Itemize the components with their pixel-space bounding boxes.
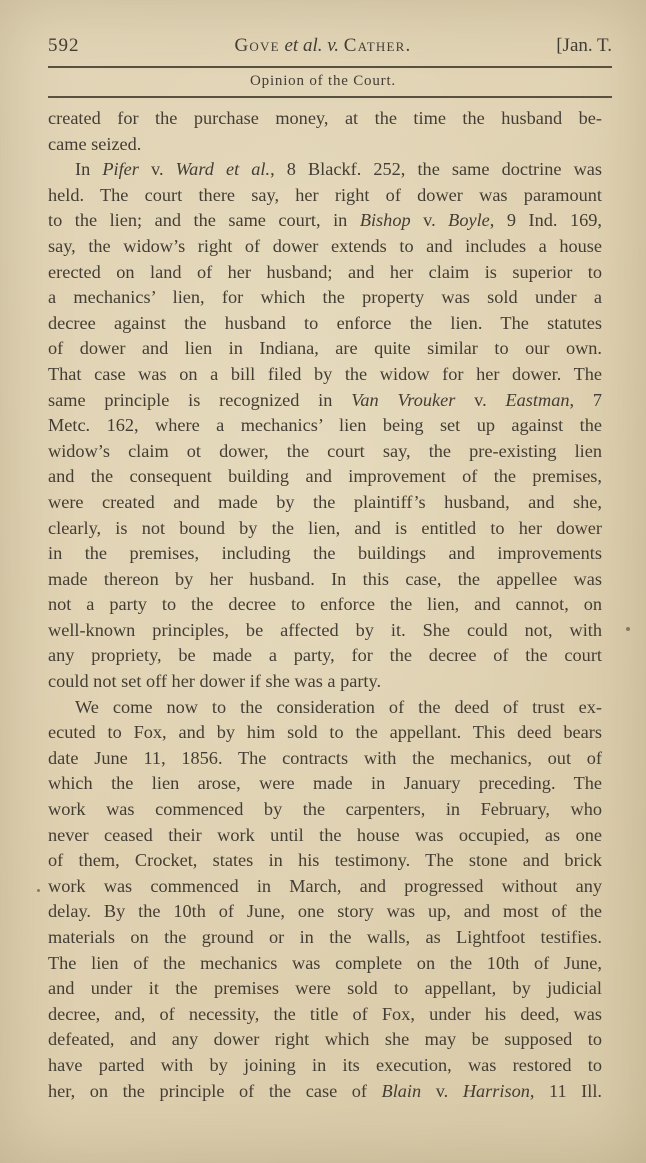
text-line bbox=[48, 234, 602, 260]
text-segment: delay. By the 10th of June, one story was up, and most of the bbox=[48, 901, 602, 922]
text-line bbox=[48, 541, 602, 567]
text-segment: Blain bbox=[381, 1080, 422, 1101]
text-line bbox=[48, 720, 602, 746]
text-segment: materials on the ground or in the walls, as Lightfoot testifies. bbox=[48, 927, 602, 947]
text-segment: decree, and, of necessity, the title of Fox, under his deed, was bbox=[48, 1003, 602, 1024]
text-line bbox=[48, 516, 602, 542]
text-segment: in the premises, including the buildings and improvements bbox=[48, 543, 602, 564]
text-line bbox=[48, 695, 602, 721]
text-segment: Van Vrouker bbox=[351, 389, 456, 410]
text-segment: a mechanics’ lien, for which the property was sold under a bbox=[48, 287, 602, 308]
text-segment: say, the widow’s right of dower extends to and includes a house bbox=[48, 235, 602, 256]
text-line bbox=[48, 413, 602, 439]
header-rule-top bbox=[48, 66, 612, 68]
text-segment: not a party to the decree to enforce the lien, and cannot, on bbox=[48, 594, 602, 615]
scan-speck bbox=[626, 627, 630, 631]
text-segment: widow’s claim ot dower, the court say, the pre-existing lien bbox=[48, 440, 602, 461]
text-segment: v. bbox=[421, 1080, 463, 1101]
text-segment: ecuted to Fox, and by him sold to the appellant. This deed bears bbox=[48, 722, 602, 743]
text-line bbox=[48, 746, 602, 772]
text-line bbox=[48, 490, 602, 516]
text-line bbox=[48, 208, 602, 234]
text-line bbox=[48, 362, 602, 388]
header-rule-bottom bbox=[48, 96, 612, 98]
text-segment: came seized. bbox=[48, 133, 142, 154]
text-segment: Bishop bbox=[359, 210, 411, 231]
text-line bbox=[48, 1079, 602, 1105]
text-segment: defeated, and any dower right which she may be supposed to bbox=[48, 1029, 602, 1050]
running-title: Opinion of the Court. bbox=[250, 73, 396, 89]
text-line bbox=[48, 439, 602, 465]
case-title bbox=[0, 35, 646, 57]
text-line bbox=[48, 874, 602, 900]
text-segment: created for the purchase money, at the time the husband be- bbox=[48, 108, 602, 128]
text-line bbox=[48, 336, 602, 362]
term-label: [Jan. T. bbox=[556, 35, 612, 56]
text-segment: Eastman bbox=[505, 389, 570, 410]
text-segment: We come now to the consideration of the deed of trust ex- bbox=[75, 696, 602, 717]
text-line bbox=[48, 592, 602, 618]
text-line bbox=[48, 132, 602, 158]
text-line bbox=[48, 643, 602, 669]
text-segment: same principle is recognized in bbox=[48, 389, 352, 410]
text-segment: have parted with by joining in its execution, was restored to bbox=[48, 1054, 602, 1075]
text-segment: v. bbox=[410, 210, 449, 231]
text-line bbox=[48, 285, 602, 311]
text-segment: held. The court there say, her right of dower was paramount bbox=[48, 184, 602, 205]
text-segment: Harrison bbox=[462, 1080, 530, 1101]
text-line bbox=[48, 899, 602, 925]
text-segment: Gove bbox=[234, 35, 280, 56]
scan-speck bbox=[37, 889, 40, 892]
text-segment: were created and made by the plaintiff’s husband, and she, bbox=[48, 491, 602, 512]
text-line bbox=[48, 1002, 602, 1028]
text-segment: any propriety, be made a party, for the decree of the court bbox=[48, 645, 602, 666]
text-line bbox=[48, 797, 602, 823]
text-line bbox=[48, 925, 602, 951]
text-line bbox=[48, 771, 602, 797]
text-segment: decree against the husband to enforce the lien. The statutes bbox=[48, 312, 602, 333]
text-segment: and the consequent building and improvement of the premises, bbox=[48, 466, 602, 487]
text-segment: work was commenced by the carpenters, in February, who bbox=[48, 799, 602, 820]
text-line bbox=[48, 951, 602, 977]
text-line bbox=[48, 260, 602, 286]
text-segment: , 8 Blackf. 252, the same doctrine was bbox=[270, 159, 602, 180]
text-segment: , 11 Ill. bbox=[529, 1080, 602, 1101]
text-line bbox=[48, 618, 602, 644]
text-segment: Boyle bbox=[448, 210, 490, 231]
text-segment: work was commenced in March, and progressed without any bbox=[48, 875, 602, 896]
text-segment: well-known principles, be affected by it. She could not, with bbox=[48, 619, 602, 640]
text-segment: and under it the premises were sold to appellant, by judicial bbox=[48, 978, 602, 999]
text-line bbox=[48, 106, 602, 132]
text-line bbox=[48, 1053, 602, 1079]
text-segment: of them, Crocket, states in his testimony. The stone and brick bbox=[48, 850, 602, 871]
text-segment: erected on land of her husband; and her claim is superior to bbox=[48, 261, 602, 282]
text-segment: never ceased their work until the house was occupied, as one bbox=[48, 824, 602, 845]
body-text bbox=[48, 106, 602, 1104]
text-segment: clearly, is not bound by the lien, and is entitled to her dower bbox=[48, 517, 602, 538]
page-number: 592 bbox=[48, 35, 80, 56]
text-segment: made thereon by her husband. In this case, the appellee was bbox=[48, 568, 602, 589]
text-segment: That case was on a bill filed by the widow for her dower. The bbox=[48, 363, 602, 384]
text-segment: Pifer bbox=[102, 159, 139, 180]
text-line bbox=[48, 183, 602, 209]
text-segment: et al. v. bbox=[279, 35, 344, 56]
text-segment: Metc. 162, where a mechanics’ lien being set up against the bbox=[48, 415, 602, 436]
text-segment: her, on the principle of the case of bbox=[48, 1080, 382, 1101]
text-line bbox=[48, 464, 602, 490]
text-line bbox=[48, 823, 602, 849]
text-segment: In bbox=[75, 159, 103, 180]
text-line bbox=[48, 1027, 602, 1053]
text-line bbox=[48, 311, 602, 337]
text-line bbox=[48, 388, 602, 414]
text-segment: Cather. bbox=[343, 35, 412, 56]
text-segment: which the lien arose, were made in January preceding. The bbox=[48, 773, 602, 794]
text-segment: , 7 bbox=[569, 389, 602, 410]
text-segment: The lien of the mechanics was complete on the 10th of June, bbox=[48, 952, 602, 973]
text-line bbox=[48, 976, 602, 1002]
text-segment: date June 11, 1856. The contracts with the mechanics, out of bbox=[48, 747, 602, 768]
text-line bbox=[48, 669, 602, 695]
text-segment: v. bbox=[138, 159, 176, 180]
text-segment: , 9 Ind. 169, bbox=[489, 210, 602, 231]
text-segment: Ward et al. bbox=[175, 159, 271, 180]
text-line bbox=[48, 567, 602, 593]
text-line bbox=[48, 848, 602, 874]
text-line bbox=[48, 157, 602, 183]
text-segment: could not set off her dower if she was a party. bbox=[48, 671, 382, 692]
text-segment: v. bbox=[455, 389, 506, 410]
text-segment: of dower and lien in Indiana, are quite similar to our own. bbox=[48, 338, 602, 359]
text-segment: to the lien; and the same court, in bbox=[48, 210, 360, 231]
